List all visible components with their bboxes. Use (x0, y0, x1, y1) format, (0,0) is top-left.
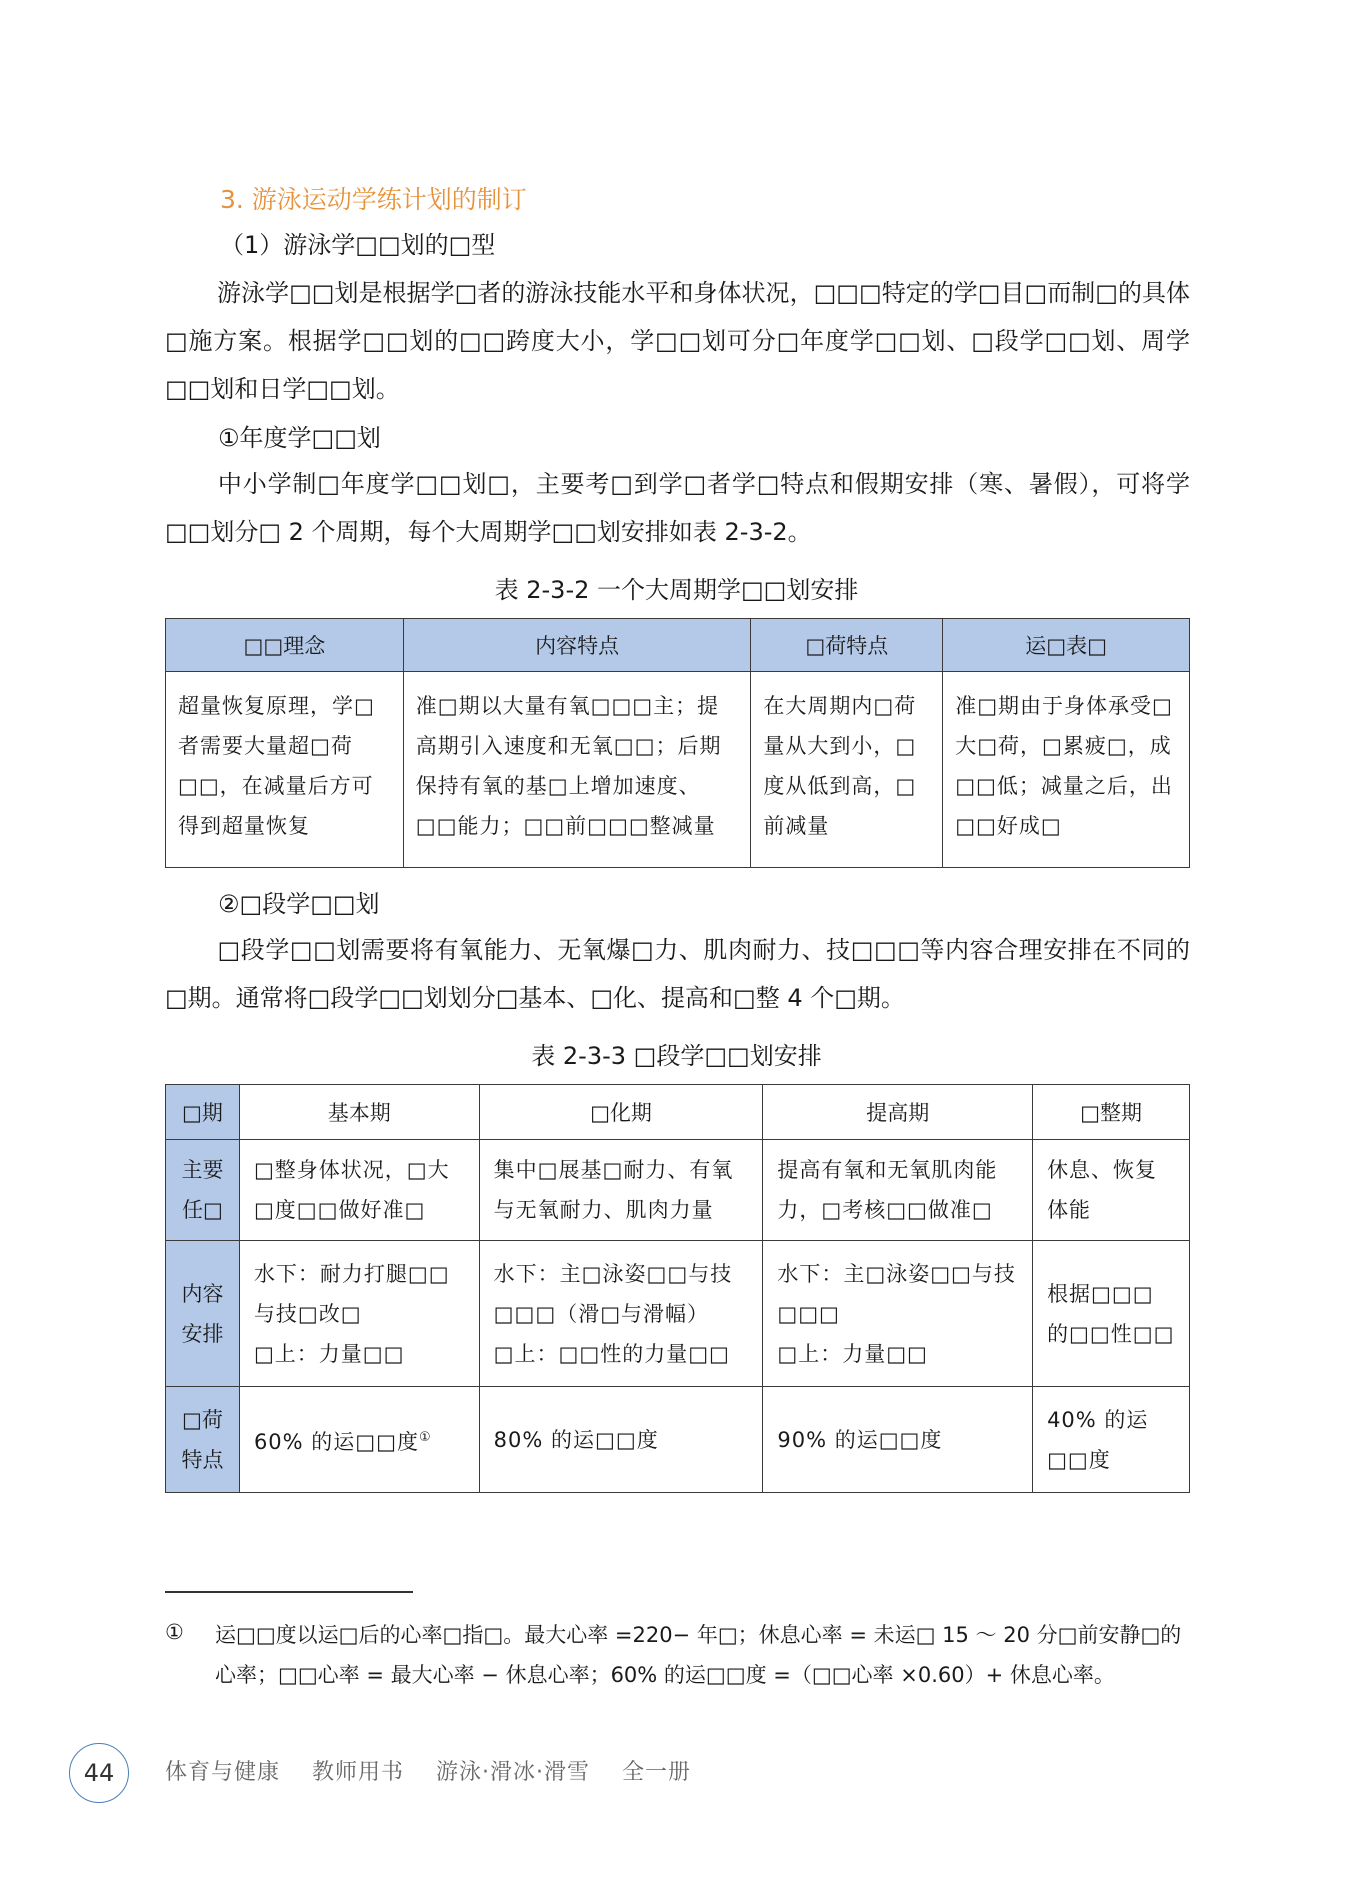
table2-header-cell: 基本期 (239, 1085, 479, 1140)
paragraph-intro-text: 游泳学□□划是根据学□者的游泳技能水平和身体状况，□□□特定的学□目□而制□的具体□施方案。根据学□□划的□□跨度大小，学□□划可分□年度学□□划、□段学□□划、周学□□划和日学□□划。 (165, 279, 1190, 403)
table2-cell: 提高有氧和无氧肌肉能力，□考核□□做准□ (763, 1140, 1033, 1241)
table-stage-plan (165, 1084, 1190, 1493)
paragraph-annual (165, 460, 1190, 556)
footnote-divider (165, 1591, 413, 1593)
table1-cell: 在大周期内□荷量从大到小，□度从低到高，□前减量 (751, 672, 943, 868)
table2-cell: 集中□展基□耐力、有氧与无氧耐力、肌肉力量 (479, 1140, 763, 1241)
table-cycle-plan (165, 618, 1190, 868)
table1-header-cell: □荷特点 (751, 619, 943, 672)
table2-cell: 水下：耐力打腿□□与技□改□ □上：力量□□ (239, 1241, 479, 1387)
table1-header-row (166, 619, 1190, 672)
table1-header-cell: 内容特点 (403, 619, 751, 672)
table1-caption: 表 2-3-2 一个大周期学□□划安排 (494, 576, 859, 604)
paragraph-stage-text: □段学□□划需要将有氧能力、无氧爆□力、肌肉耐力、技□□□等内容合理安排在不同的□期。通常将□段学□□划划分□基本、□化、提高和□整 4 个□期。 (165, 936, 1190, 1012)
table-row (166, 672, 1190, 868)
section-title: 3. 游泳运动学练计划的制订 (220, 185, 527, 214)
footer-volume: 全一册 (622, 1760, 692, 1785)
table2-header-cell: 提高期 (763, 1085, 1033, 1140)
table1-cell: 准□期以大量有氧□□□主；提高期引入速度和无氧□□；后期保持有氧的基□上增加速度、□□能力；□□前□□□整减量 (403, 672, 751, 868)
footer-topic: 游泳·滑冰·滑雪 (436, 1760, 591, 1785)
page-number-badge (69, 1743, 129, 1803)
table2-header-cell: □整期 (1033, 1085, 1190, 1140)
subheading-stage: ②□段学□□划 (218, 890, 380, 918)
table1-header-cell: □□理念 (166, 619, 404, 672)
page-number: 44 (83, 1759, 115, 1787)
subheading-types: （1）游泳学□□划的□型 (220, 231, 496, 259)
table2-cell: 90% 的运□□度 (763, 1387, 1033, 1493)
footnote-text: 运□□度以运□后的心率□指□。最大心率 =220− 年□；休息心率 = 未运□ 15 ～ 20 分□前安静□的心率；□□心率 = 最大心率 − 休息心率；60% 的运□□度 =（□□心率 ×0.60）+ 休息心率。 (215, 1623, 1182, 1687)
table2-cell: 40% 的运□□度 (1033, 1387, 1190, 1493)
footnote-mark: ① (165, 1620, 184, 1644)
table1-cell: 准□期由于身体承受□大□荷，□累疲□，成□□低；减量之后，出□□好成□ (943, 672, 1190, 868)
table2-cell: 水下：主□泳姿□□与技□□□（滑□与滑幅） □上：□□性的力量□□ (479, 1241, 763, 1387)
table-row (166, 1241, 1190, 1387)
table-row (166, 1140, 1190, 1241)
table2-cell: 根据□□□的□□性□□ (1033, 1241, 1190, 1387)
table2-row-header: 主要任□ (166, 1140, 240, 1241)
table2-cell: 水下：主□泳姿□□与技□□□ □上：力量□□ (763, 1241, 1033, 1387)
table2-cell: □整身体状况，□大□度□□做好准□ (239, 1140, 479, 1241)
paragraph-annual-text: 中小学制□年度学□□划□，主要考□到学□者学□特点和假期安排（寒、暑假），可将学□□划分□ 2 个周期，每个大周期学□□划安排如表 2-3-2。 (165, 470, 1190, 546)
table-row (166, 1387, 1190, 1493)
table2-header-cell: □化期 (479, 1085, 763, 1140)
running-footer (165, 1755, 715, 1786)
paragraph-intro (165, 269, 1190, 413)
table1-header-cell: 运□表□ (943, 619, 1190, 672)
table2-cell: 休息、恢复体能 (1033, 1140, 1190, 1241)
table2-caption: 表 2-3-3 □段学□□划安排 (531, 1042, 822, 1070)
footnote-ref[interactable]: ① (418, 1429, 432, 1445)
table2-cell-text: 60% 的运□□度 (253, 1429, 419, 1454)
subheading-annual: ①年度学□□划 (218, 424, 381, 452)
table2-row-header: □荷特点 (166, 1387, 240, 1493)
table2-corner-cell: □期 (166, 1085, 240, 1140)
table2-header-row (166, 1085, 1190, 1140)
paragraph-stage (165, 926, 1190, 1022)
footer-type: 教师用书 (312, 1760, 405, 1785)
table2-cell: 80% 的运□□度 (479, 1387, 763, 1493)
footer-book: 体育与健康 (165, 1760, 281, 1785)
table2-row-header: 内容安排 (166, 1241, 240, 1387)
table1-cell: 超量恢复原理，学□者需要大量超□荷□□，在减量后方可得到超量恢复 (166, 672, 404, 868)
table2-cell (239, 1387, 479, 1493)
